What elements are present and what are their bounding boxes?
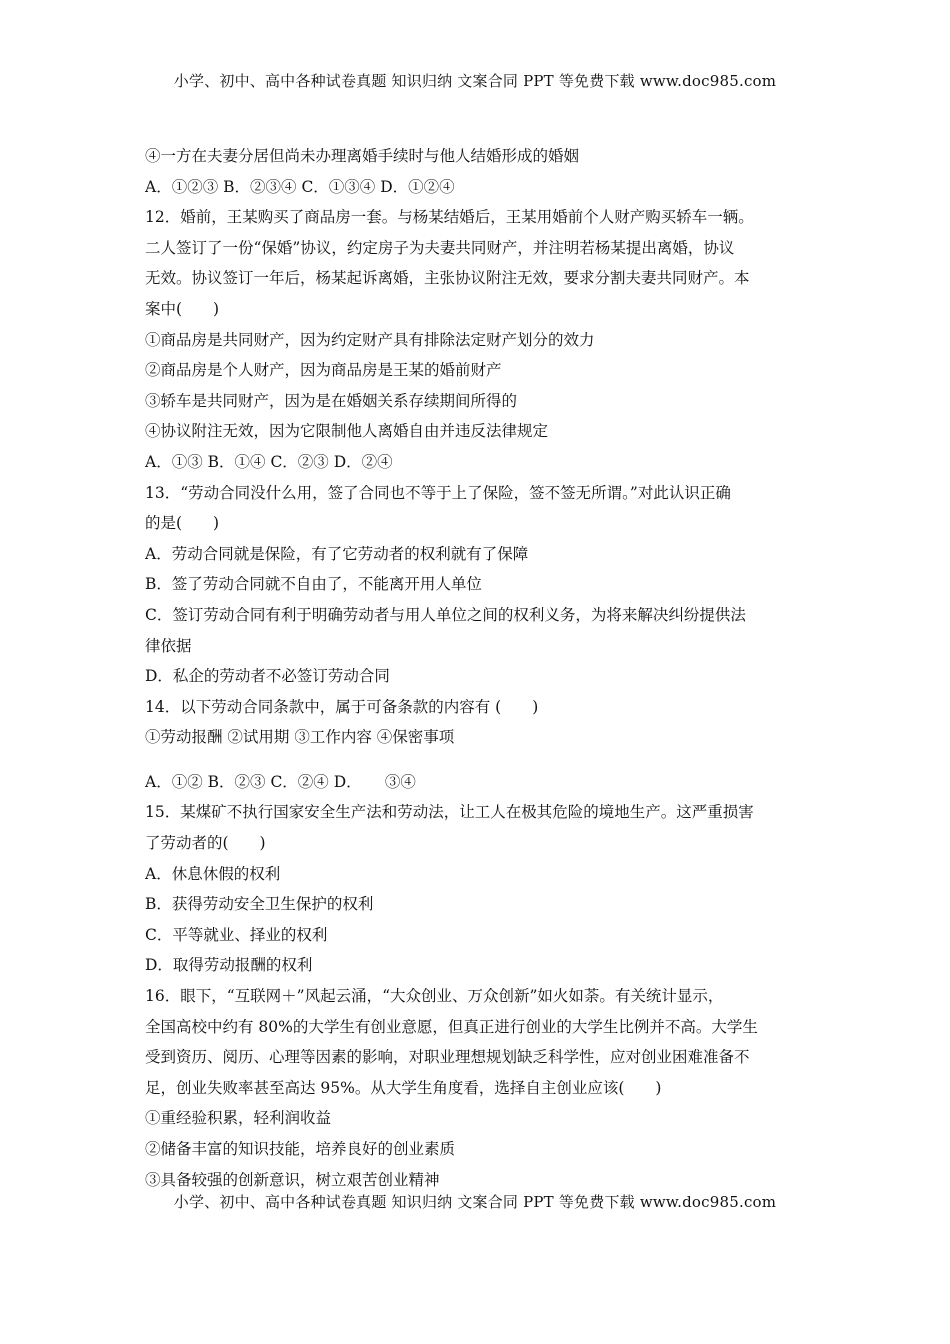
question-15-text: 了劳动者的( ) xyxy=(145,834,266,853)
option-line: ①商品房是共同财产，因为约定财产具有排除法定财产划分的效力 xyxy=(145,330,595,349)
exam-content xyxy=(145,141,815,1195)
option-line: ④一方在夫妻分居但尚未办理离婚手续时与他人结婚形成的婚姻 xyxy=(145,147,580,165)
answer-choice: B．获得劳动安全卫生保护的权利 xyxy=(145,895,374,914)
option-line: ④协议附注无效，因为它限制他人离婚自由并违反法律规定 xyxy=(145,422,549,441)
answer-choice: C．平等就业、择业的权利 xyxy=(145,925,328,944)
question-14-text: 14．以下劳动合同条款中，属于可备条款的内容有 ( ) xyxy=(145,697,539,716)
answer-choice: B．签了劳动合同就不自由了，不能离开用人单位 xyxy=(145,575,482,594)
question-12-text: 案中( ) xyxy=(145,299,220,318)
option-line: ①劳动报酬 ②试用期 ③工作内容 ④保密事项 xyxy=(145,728,455,747)
question-16-text: 全国高校中约有 80%的大学生有创业意愿，但真正进行创业的大学生比例并不高。大学生 xyxy=(145,1017,758,1036)
page-header: 小学、初中、高中各种试卷真题 知识归纳 文案合同 PPT 等免费下载 www.doc985.com xyxy=(173,72,777,90)
answer-choice: A．休息休假的权利 xyxy=(145,864,281,883)
question-13-text: 的是( ) xyxy=(145,514,220,533)
question-12-text: 无效。协议签订一年后，杨某起诉离婚，主张协议附注无效，要求分割夫妻共同财产。本 xyxy=(145,269,750,288)
answer-choice: 律依据 xyxy=(145,636,192,655)
answer-choice: C．签订劳动合同有利于明确劳动者与用人单位之间的权利义务，为将来解决纠纷提供法 xyxy=(145,605,746,624)
answer-choices: A．①②③ B．②③④ C．①③④ D．①②④ xyxy=(145,177,455,196)
question-15-text: 15．某煤矿不执行国家安全生产法和劳动法，让工人在极其危险的境地生产。这严重损害 xyxy=(145,803,754,822)
question-16-text: 16．眼下，“互联网＋”风起云涌，“大众创业、万众创新”如火如荼。有关统计显示， xyxy=(145,987,724,1006)
question-13-text: 13．“劳动合同没什么用，签了合同也不等于上了保险，签不签无所谓。”对此认识正确 xyxy=(145,483,731,502)
question-16-text: 足，创业失败率甚至高达 95%。从大学生角度看，选择自主创业应该( ) xyxy=(145,1078,662,1097)
answer-choice: D．私企的劳动者不必签订劳动合同 xyxy=(145,667,390,686)
answer-choices: A．①② B．②③ C．②④ D． ③④ xyxy=(145,772,416,791)
answer-choices: A．①③ B．①④ C．②③ D．②④ xyxy=(145,452,393,471)
option-line: ③轿车是共同财产，因为是在婚姻关系存续期间所得的 xyxy=(145,391,518,410)
option-line: ②商品房是个人财产，因为商品房是王某的婚前财产 xyxy=(145,361,502,380)
page-footer: 小学、初中、高中各种试卷真题 知识归纳 文案合同 PPT 等免费下载 www.doc985.com xyxy=(173,1193,777,1211)
option-line: ②储备丰富的知识技能，培养良好的创业素质 xyxy=(145,1140,456,1158)
answer-choice: D．取得劳动报酬的权利 xyxy=(145,956,313,975)
answer-choice: A．劳动合同就是保险，有了它劳动者的权利就有了保障 xyxy=(145,544,529,563)
question-12-text: 二人签订了一份“保婚”协议，约定房子为夫妻共同财产，并注明若杨某提出离婚，协议 xyxy=(145,238,735,257)
question-16-text: 受到资历、阅历、心理等因素的影响，对职业理想规划缺乏科学性，应对创业困难准备不 xyxy=(145,1048,750,1067)
option-line: ①重经验积累，轻利润收益 xyxy=(145,1109,332,1128)
spacer xyxy=(145,753,815,767)
option-line: ③具备较强的创新意识，树立艰苦创业精神 xyxy=(145,1170,440,1189)
question-12-text: 12．婚前，王某购买了商品房一套。与杨某结婚后，王某用婚前个人财产购买轿车一辆。 xyxy=(145,208,754,227)
